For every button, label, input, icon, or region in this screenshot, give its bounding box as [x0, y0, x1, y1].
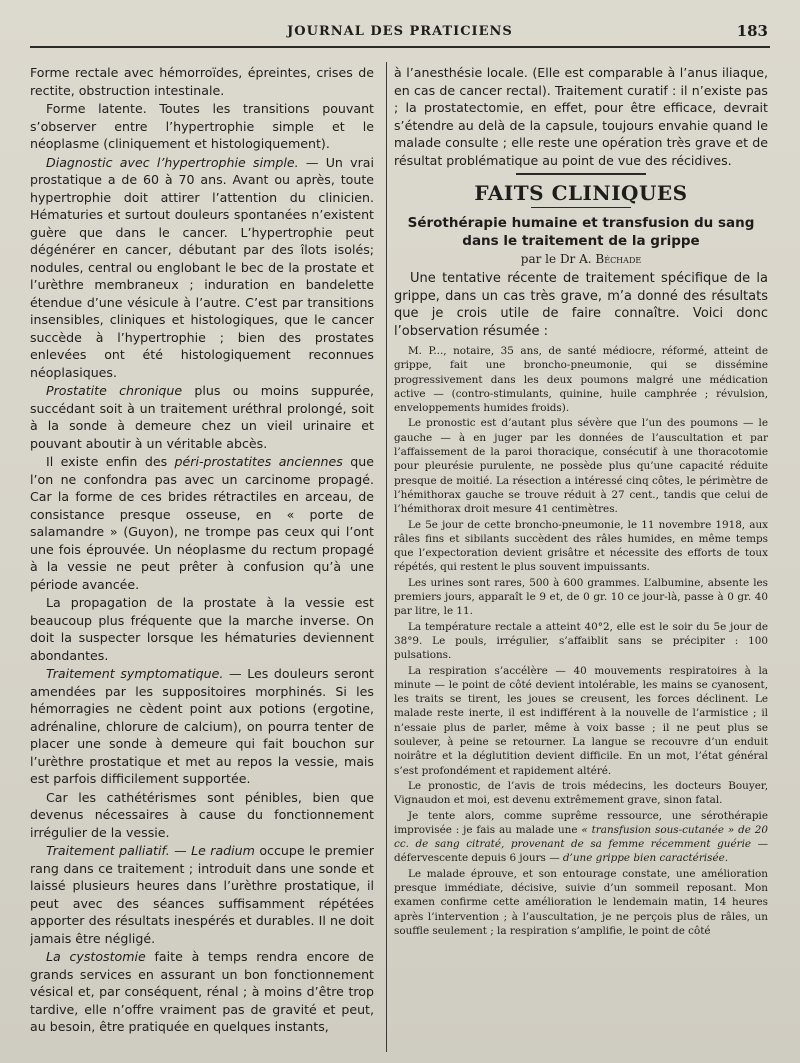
paragraph-text: Prostatite chronique — [46, 383, 183, 398]
observation-paragraph-text: Le pronostic, de l’avis de trois médecins, les docteurs Bouyer, Vignaudon et moi, est devenu extrêmement grave, sinon fatal. — [394, 779, 768, 807]
right-column-intro — [394, 64, 768, 169]
header-rule — [30, 46, 770, 48]
paragraph-text: Forme rectale avec hémorroïdes, épreintes, crises de rectite, obstruction intestinale. — [30, 65, 374, 98]
paragraph-text: Diagnostic avec l’hypertrophie simple. — [46, 154, 299, 170]
observation-paragraph-text: Le pronostic est d’autant plus sévère que l’un des poumons — le gauche — à en juger par les données de l’auscultation et par l’affaissement de la paroi thoracique, consécutif à une thoracotomie pour pleurésie purulente, ne possède plus qu’une capacité réduite presque de moitié. La résection a intéressé cinq côtes, le périmètre de l’hémithorax gauche se trouve réduit à 27 cent., tandis que celui de l’hémithorax droit mesure 41 centimètres. — [394, 417, 768, 516]
observation-paragraph — [394, 576, 768, 619]
paragraph — [30, 64, 374, 99]
running-head: JOURNAL DES PRATICIENS — [287, 24, 513, 39]
paragraph — [30, 453, 374, 593]
observation-paragraph-text: La température rectale a atteint 40°2, elle est le soir du 5e jour de 38°9. Le pouls, irrégulier, s’affaiblit sans se précipiter : 100 pulsations. — [394, 620, 768, 662]
section-rule-bottom — [531, 207, 631, 208]
observation-paragraph-text: Le 5e jour de cette broncho-pneumonie, le 11 novembre 1918, aux râles fins et sibilants succèdent des râles humides, en même temps que l’expectoration devient grisâtre et nécessite des efforts de toux répétés, qui restent le plus souvent impuissants. — [394, 518, 768, 574]
observation-paragraph-text: Je tente alors, comme suprême ressource, une sérothérapie improvisée : je fais au malade une — [394, 809, 768, 836]
observation-paragraph-text: La respiration s’accélère — 40 mouvements respiratoires à la minute — le point de côté devient intolérable, les mains se cyanosent, les traits se tirent, les joues se creusent, les forces déclinent. Le malade reste inerte, il est indifférent à la nouvelle de l’armistice ; il n’essaie plus de parler, même à voix basse ; il ne peut plus se soulever, à peine se retourner. La langue se recouvre d’un enduit noirâtre et la déglutition devient difficile. En un mot, l’état général s’est profondément et rapidement altéré. — [394, 664, 768, 777]
observation — [394, 344, 768, 938]
observation-paragraph-text: — défervescente depuis 6 jours — — [394, 838, 768, 865]
paragraph — [30, 948, 374, 1036]
observation-paragraph — [394, 620, 768, 663]
paragraph — [30, 382, 374, 452]
paragraph-text: à l’anesthésie locale. (Elle est comparable à l’anus iliaque, en cas de cancer rectal). Traitement curatif : il n’existe pas ; la prostatectomie, en effet, pour être efficace, devrait s’étendre au delà de la capsule, toujours envahie quand le malade consulte ; elle reste une opération très grave et de résultat problématique au point de vue des récidives. — [394, 65, 768, 168]
section-title: FAITS CLINIQUES — [474, 181, 688, 205]
observation-paragraph-text: « transfusion sous-cutanée » de 20 cc. de sang citraté, provenant de sa femme récemment guérie — [394, 823, 768, 851]
byline — [394, 252, 768, 266]
article-title — [394, 214, 768, 250]
observation-paragraph — [394, 518, 768, 575]
paragraph — [30, 594, 374, 664]
paragraph-text: faite à temps rendra encore de grands services en assurant un bon fonctionnement vésical et, par conséquent, rénal ; à moins d’être trop tardive, elle n’offre vraiment pas de gravité et peut, au besoin, être pratiquée en quelques instants, — [30, 949, 374, 1034]
paragraph-text: La cystostomie — [46, 949, 146, 964]
paragraph — [30, 842, 374, 947]
paragraph-text: Il existe enfin des — [46, 454, 175, 469]
observation-paragraph-text: M. P..., notaire, 35 ans, de santé médiocre, réformé, atteint de grippe, fait une broncho-pneumonie, qui se dissémine progressivement dans les deux poumons malgré une médication active — (contro-stimulants, quinine, huile camphrée ; révulsion, enveloppements humides froids). — [394, 345, 768, 415]
page-header — [30, 18, 770, 44]
observation-paragraph — [394, 664, 768, 778]
observation-paragraph — [394, 344, 768, 415]
paragraph — [30, 154, 374, 382]
article-title-line-1: Sérothérapie humaine et transfusion du sang — [407, 215, 755, 231]
paragraph-text: Le radium — [191, 843, 255, 858]
paragraph-text: péri-prostatites anciennes — [174, 454, 343, 469]
paragraph-text: occupe le premier rang dans ce traitement ; introduit dans une sonde et laissé plusieurs heures dans l’urèthre prostatique, il peut avec des séances suffisamment répétées apporter des résultats inespérés et durables. Il ne doit jamais être négligé. — [30, 843, 374, 946]
observation-paragraph-text: Le malade éprouve, et son entourage constate, une amélioration presque immédiate, décisive, suivie d’un sommeil reposant. Mon examen confirme cette amélioration le lendemain matin, 14 heures après l’intervention ; à l’auscultation, je ne perçois plus de râles, un souffle seulement ; la respiration s’amplifie, le point de côté — [394, 867, 768, 937]
paragraph-text: La propagation de la prostate à la vessie est beaucoup plus fréquente que la marche inverse. On doit la suspecter lorsque les hématuries deviennent abondantes. — [30, 595, 374, 663]
paragraph-text: — — [169, 843, 192, 858]
section-rule-top — [516, 173, 646, 175]
observation-paragraph — [394, 779, 768, 808]
paragraph-text: Car les cathétérismes sont pénibles, bien que devenus nécessaires à cause du fonctionnement irrégulier de la vessie. — [30, 789, 374, 840]
column-divider — [386, 62, 387, 1052]
observation-paragraph — [394, 416, 768, 516]
paragraph-text: que l’on ne confondra pas avec un carcinome propagé. Car la forme de ces brides rétractiles en arceau, de consistance presque osseuse, en « porte de salamandre » (Guyon), ne trompe pas ceux qui l’ont une fois éprouvée. Un néoplasme du rectum propagé à la vessie ne peut prêter à confusion qu’à une période avancée. — [30, 454, 374, 592]
byline-author: Béchade — [595, 252, 642, 266]
right-column — [394, 64, 768, 938]
paragraph-text: Traitement palliatif. — [46, 843, 170, 858]
paragraph — [30, 665, 374, 788]
article-title-line-2: dans le traitement de la grippe — [462, 233, 700, 249]
byline-prefix: par le Dr A. — [520, 252, 596, 266]
page-number: 183 — [736, 22, 768, 40]
paragraph-text: plus ou moins suppurée, succédant soit à un traitement uréthral prolongé, soit à la sonde à demeure chez un vieil urinaire et pouvant aboutir à un véritable abcès. — [30, 383, 374, 451]
observation-paragraph — [394, 809, 768, 866]
paragraph-text: — Un vrai prostatique a de 60 à 70 ans. Avant ou après, toute hypertrophie doit attirer l’attention du clinicien. Hématuries et surtout douleurs spontanées n’existent guère que dans le cancer. L’hypertrophie peut dégénérer en cancer, débutant par des îlots isolés; nodules, central ou englobant le bec de la prostate et l’urèthre membraneux ; induration en bandelette étendue d’une vésicule à l’autre. C’est par transitions insensibles, cliniques et histologiques, que le cancer succède à l’hypertrophie ; bien des prostates enlevées ont été histologiquement reconnues néoplasiques. — [30, 154, 374, 380]
observation-paragraph — [394, 867, 768, 938]
paragraph — [30, 789, 374, 842]
paragraph-text: Forme latente. Toutes les transitions pouvant s’observer entre l’hypertrophie simple et le néoplasme (cliniquement et histologiquement). — [30, 101, 374, 151]
left-column — [30, 64, 374, 1037]
observation-paragraph-text: d’une grippe bien caractérisée. — [562, 852, 729, 865]
observation-paragraph-text: Les urines sont rares, 500 à 600 grammes. L’albumine, absente les premiers jours, apparaît le 9 et, de 0 gr. 10 ce jour-là, passe à 0 gr. 40 par litre, le 11. — [394, 576, 768, 618]
paragraph-text: Traitement symptomatique. — [46, 666, 224, 681]
paragraph — [394, 64, 768, 169]
paragraph-text: — Les douleurs seront amendées par les suppositoires morphinés. Si les hémorragies ne cèdent point aux potions (ergotine, adrénaline, chlorure de calcium), on pourra tenter de placer une sonde à demeure qui fait bouchon sur l’urèthre prostatique et met au repos la vessie, mais est parfois difficilement supportée. — [30, 666, 374, 786]
paragraph — [30, 100, 374, 153]
lead-paragraph: Une tentative récente de traitement spécifique de la grippe, dans un cas très grave, m’a donné des résultats que je crois utile de faire connaître. Voici donc l’observation résumée : — [394, 271, 768, 339]
